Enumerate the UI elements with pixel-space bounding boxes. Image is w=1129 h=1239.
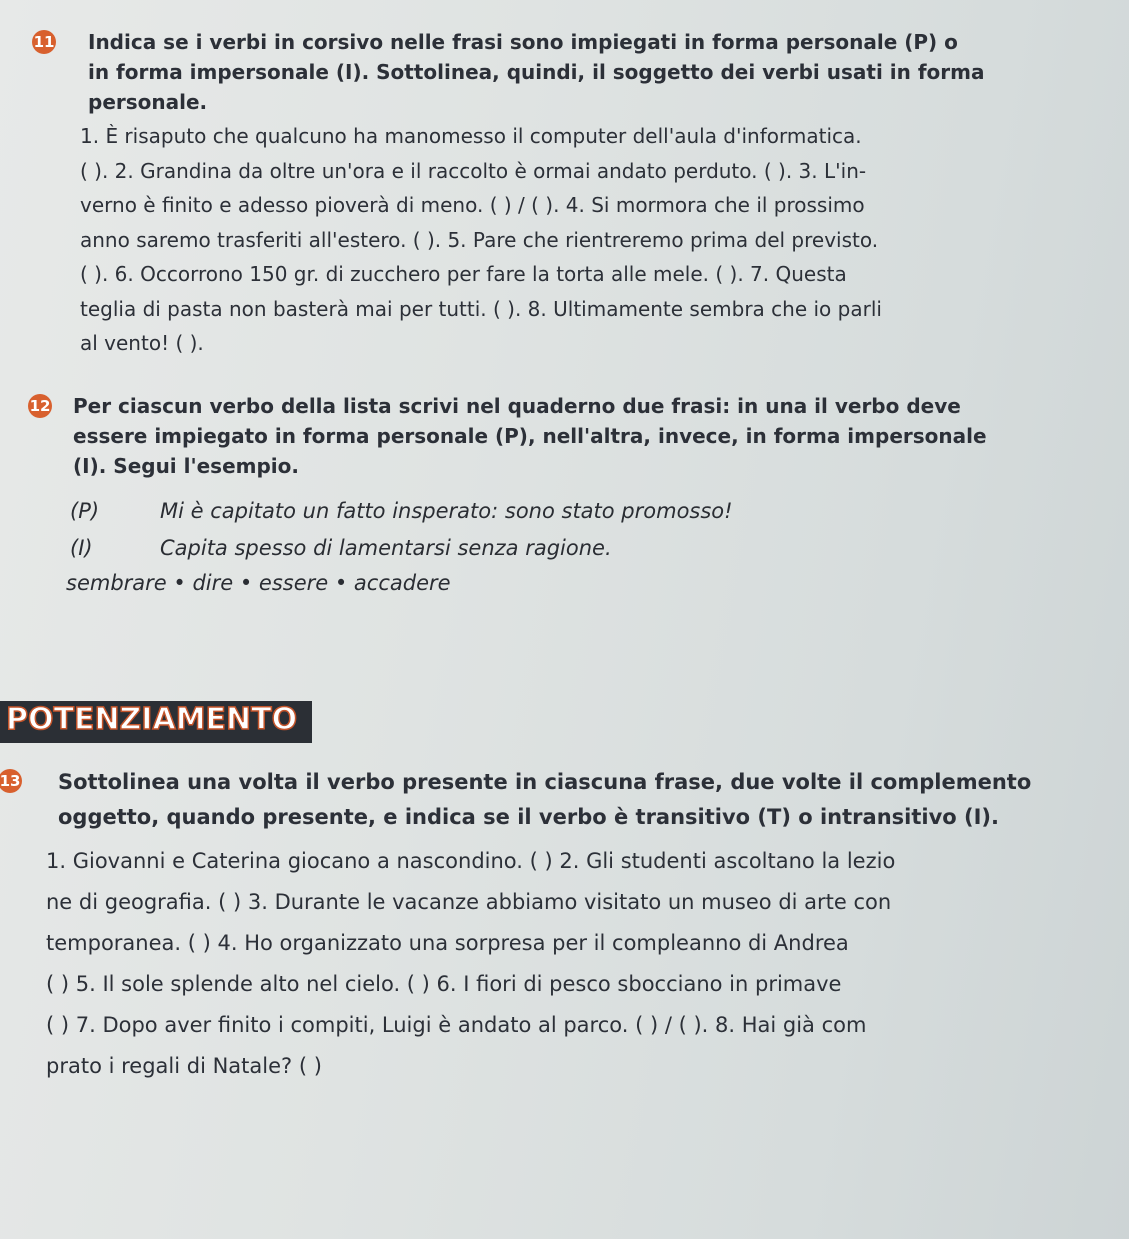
exercise-11-instruction (88, 27, 1088, 117)
sentence-line: anno saremo trasferiti all'estero. ( ). 5. Pare che rientreremo prima del previsto. (80, 227, 879, 252)
exercise-12-instruction (73, 391, 1123, 481)
example-impersonal (70, 530, 1070, 567)
exercise-12-number-badge: 12 (28, 394, 52, 418)
sentence-line: verno è finito e adesso pioverà di meno. ( ) / ( ). 4. Si mormora che il prossimo (80, 193, 865, 217)
sentence-line: ( ). 2. Grandina da oltre un'ora e il raccolto è ormai andato perduto. ( ). 3. L'in- (80, 158, 867, 183)
sentence-line: 1. È risaputo che qualcuno ha manomesso il computer dell'aula d'informatica. (80, 124, 862, 148)
sentence-line: teglia di pasta non basterà mai per tutti. ( ). 8. Ultimamente sembra che io parli (80, 296, 882, 321)
banner-label: POTENZIAMENTO (6, 702, 298, 737)
instruction-line: oggetto, quando presente, e indica se il verbo è transitivo (T) o intransitivo (I). (58, 805, 999, 829)
instruction-line: essere impiegato in forma personale (P), nell'altra, invece, in forma impersonale (73, 424, 987, 448)
sentence-line: al vento! ( ). (80, 331, 204, 355)
example-text: Capita spesso di lamentarsi senza ragione. (160, 536, 612, 560)
sentence-line: ( ). 6. Occorrono 150 gr. di zucchero per fare la torta alle mele. ( ). 7. Questa (80, 262, 847, 286)
sentence-line: 1. Giovanni e Caterina giocano a nascondino. ( ) 2. Gli studenti ascoltano la lezio (46, 849, 896, 873)
example-personal (70, 493, 1070, 530)
exercise-12-examples (70, 493, 1070, 567)
instruction-line: in forma impersonale (I). Sottolinea, quindi, il soggetto dei verbi usati in forma (88, 60, 985, 84)
instruction-line: Sottolinea una volta il verbo presente in ciascuna frase, due volte il complemento (58, 770, 1032, 794)
exercise-13-instruction (58, 765, 1128, 835)
instruction-line: (I). Segui l'esempio. (73, 454, 299, 478)
instruction-line: Per ciascun verbo della lista scrivi nel quaderno due frasi: in una il verbo deve (73, 394, 961, 418)
exercise-13-sentences (46, 841, 1129, 1087)
example-tag: (I) (70, 536, 93, 560)
sentence-line: ne di geografia. ( ) 3. Durante le vacanze abbiamo visitato un museo di arte con (46, 890, 892, 914)
sentence-line: temporanea. ( ) 4. Ho organizzato una sorpresa per il compleanno di Andrea (46, 931, 849, 955)
exercise-12-verb-list (66, 571, 451, 595)
instruction-line: Indica se i verbi in corsivo nelle frasi sono impiegati in forma personale (P) o (88, 30, 958, 54)
example-tag: (P) (70, 499, 100, 523)
exercise-11-sentences (80, 119, 1100, 361)
verb-list: sembrare • dire • essere • accadere (66, 571, 451, 595)
instruction-line: personale. (88, 90, 208, 114)
sentence-line: ( ) 7. Dopo aver finito i compiti, Luigi è andato al parco. ( ) / ( ). 8. Hai già com (46, 1013, 867, 1037)
exercise-11-number-badge: 11 (32, 30, 56, 54)
sentence-line: prato i regali di Natale? ( ) (46, 1054, 322, 1078)
potenziamento-banner (0, 701, 312, 743)
exercise-13-number-badge: 13 (0, 769, 22, 793)
sentence-line: ( ) 5. Il sole splende alto nel cielo. ( ) 6. I fiori di pesco sbocciano in primave (46, 972, 842, 996)
example-text: Mi è capitato un fatto insperato: sono stato promosso! (160, 499, 733, 523)
